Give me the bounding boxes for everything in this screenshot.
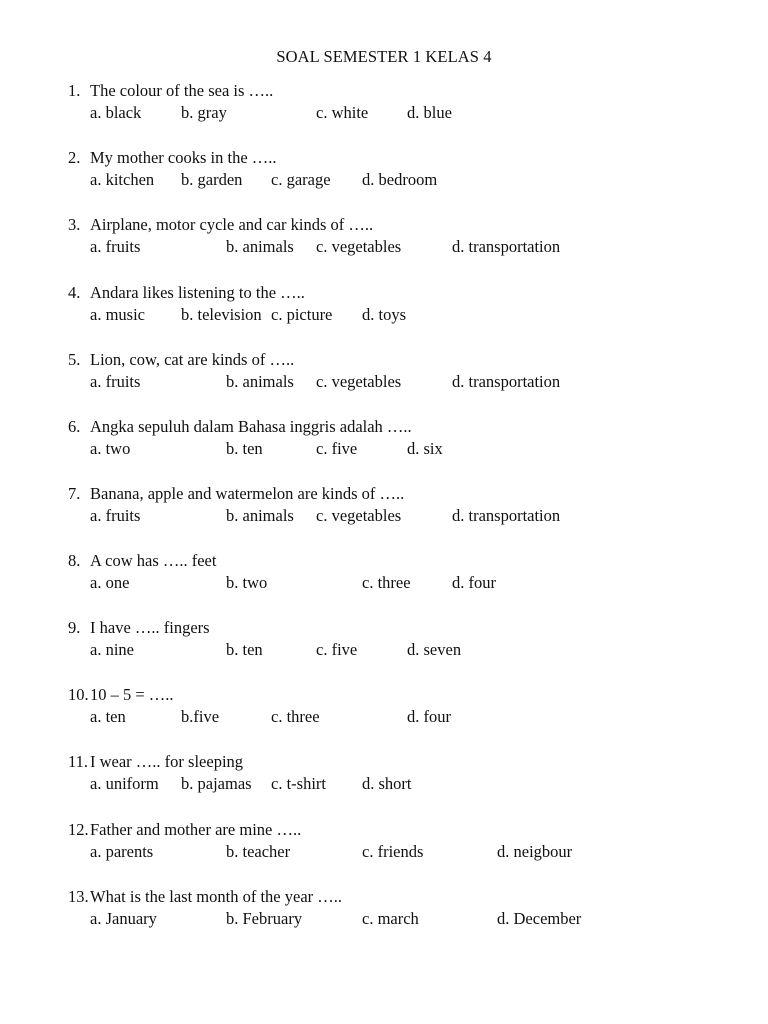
option-b: b. pajamas <box>181 774 252 793</box>
option-d: d. transportation <box>452 372 561 391</box>
option-b: b. gray <box>181 103 227 122</box>
option-a: a. kitchen <box>90 170 155 189</box>
question-number: 5. <box>68 350 81 369</box>
question-13 <box>0 887 768 937</box>
option-d: d. neigbour <box>497 842 573 861</box>
option-c: c. vegetables <box>316 372 402 391</box>
option-b: b.five <box>181 707 220 726</box>
question-9 <box>0 618 768 668</box>
question-number: 1. <box>68 81 81 100</box>
option-c: c. vegetables <box>316 237 402 256</box>
option-c: c. white <box>316 103 369 122</box>
question-number: 3. <box>68 215 81 234</box>
option-c: c. three <box>271 707 320 726</box>
option-d: d. four <box>452 573 496 592</box>
question-text: Andara likes listening to the ….. <box>90 283 305 302</box>
option-d: d. six <box>407 439 443 458</box>
question-number: 2. <box>68 148 81 167</box>
option-a: a. one <box>90 573 130 592</box>
option-b: b. two <box>226 573 268 592</box>
option-d: d. four <box>407 707 451 726</box>
option-d: d. December <box>497 909 582 928</box>
question-1 <box>0 81 768 131</box>
option-c: c. garage <box>271 170 331 189</box>
option-a: a. ten <box>90 707 126 726</box>
option-c: c. five <box>316 640 358 659</box>
option-b: b. animals <box>226 237 294 256</box>
question-text: 10 – 5 = ….. <box>90 685 174 704</box>
question-text: I have ….. fingers <box>90 618 210 637</box>
option-d: d. transportation <box>452 237 561 256</box>
option-b: b. ten <box>226 640 263 659</box>
option-a: a. January <box>90 909 157 928</box>
option-d: d. seven <box>407 640 462 659</box>
option-b: b. animals <box>226 506 294 525</box>
option-b: b. animals <box>226 372 294 391</box>
question-number: 7. <box>68 484 81 503</box>
question-7 <box>0 484 768 534</box>
page-title: SOAL SEMESTER 1 KELAS 4 <box>276 47 492 66</box>
question-12 <box>0 820 768 870</box>
question-6 <box>0 417 768 467</box>
option-a: a. uniform <box>90 774 159 793</box>
question-text: I wear ….. for sleeping <box>90 752 244 771</box>
option-a: a. nine <box>90 640 134 659</box>
question-text: Father and mother are mine ….. <box>90 820 302 839</box>
question-8 <box>0 551 768 601</box>
question-number: 4. <box>68 283 81 302</box>
question-4 <box>0 283 768 333</box>
option-c: c. t-shirt <box>271 774 326 793</box>
option-c: c. march <box>362 909 419 928</box>
option-c: c. picture <box>271 305 333 324</box>
option-b: b. February <box>226 909 303 928</box>
option-a: a. fruits <box>90 372 141 391</box>
option-b: b. television <box>181 305 262 324</box>
question-text: The colour of the sea is ….. <box>90 81 274 100</box>
option-c: c. vegetables <box>316 506 402 525</box>
question-2 <box>0 148 768 198</box>
question-number: 13. <box>68 887 89 906</box>
option-b: b. garden <box>181 170 243 189</box>
question-number: 10. <box>68 685 89 704</box>
question-text: Lion, cow, cat are kinds of ….. <box>90 350 295 369</box>
question-number: 9. <box>68 618 81 637</box>
question-text: A cow has ….. feet <box>90 551 217 570</box>
question-number: 6. <box>68 417 81 436</box>
question-5 <box>0 350 768 400</box>
option-d: d. toys <box>362 305 407 324</box>
option-b: b. ten <box>226 439 263 458</box>
question-10 <box>0 685 768 735</box>
question-text: Angka sepuluh dalam Bahasa inggris adalah ….. <box>90 417 412 436</box>
question-11 <box>0 752 768 802</box>
question-text: What is the last month of the year ….. <box>90 887 343 906</box>
question-number: 11. <box>68 752 89 771</box>
option-a: a. music <box>90 305 145 324</box>
option-a: a. two <box>90 439 131 458</box>
option-d: d. blue <box>407 103 452 122</box>
question-text: My mother cooks in the ….. <box>90 148 277 167</box>
question-number: 12. <box>68 820 89 839</box>
option-a: a. fruits <box>90 506 141 525</box>
option-a: a. fruits <box>90 237 141 256</box>
option-d: d. transportation <box>452 506 561 525</box>
option-a: a. black <box>90 103 142 122</box>
question-text: Airplane, motor cycle and car kinds of ….. <box>90 215 374 234</box>
option-c: c. three <box>362 573 411 592</box>
question-number: 8. <box>68 551 81 570</box>
option-c: c. five <box>316 439 358 458</box>
option-b: b. teacher <box>226 842 291 861</box>
option-c: c. friends <box>362 842 424 861</box>
option-a: a. parents <box>90 842 154 861</box>
question-3 <box>0 215 768 265</box>
option-d: d. short <box>362 774 412 793</box>
option-d: d. bedroom <box>362 170 438 189</box>
question-text: Banana, apple and watermelon are kinds of ….. <box>90 484 405 503</box>
